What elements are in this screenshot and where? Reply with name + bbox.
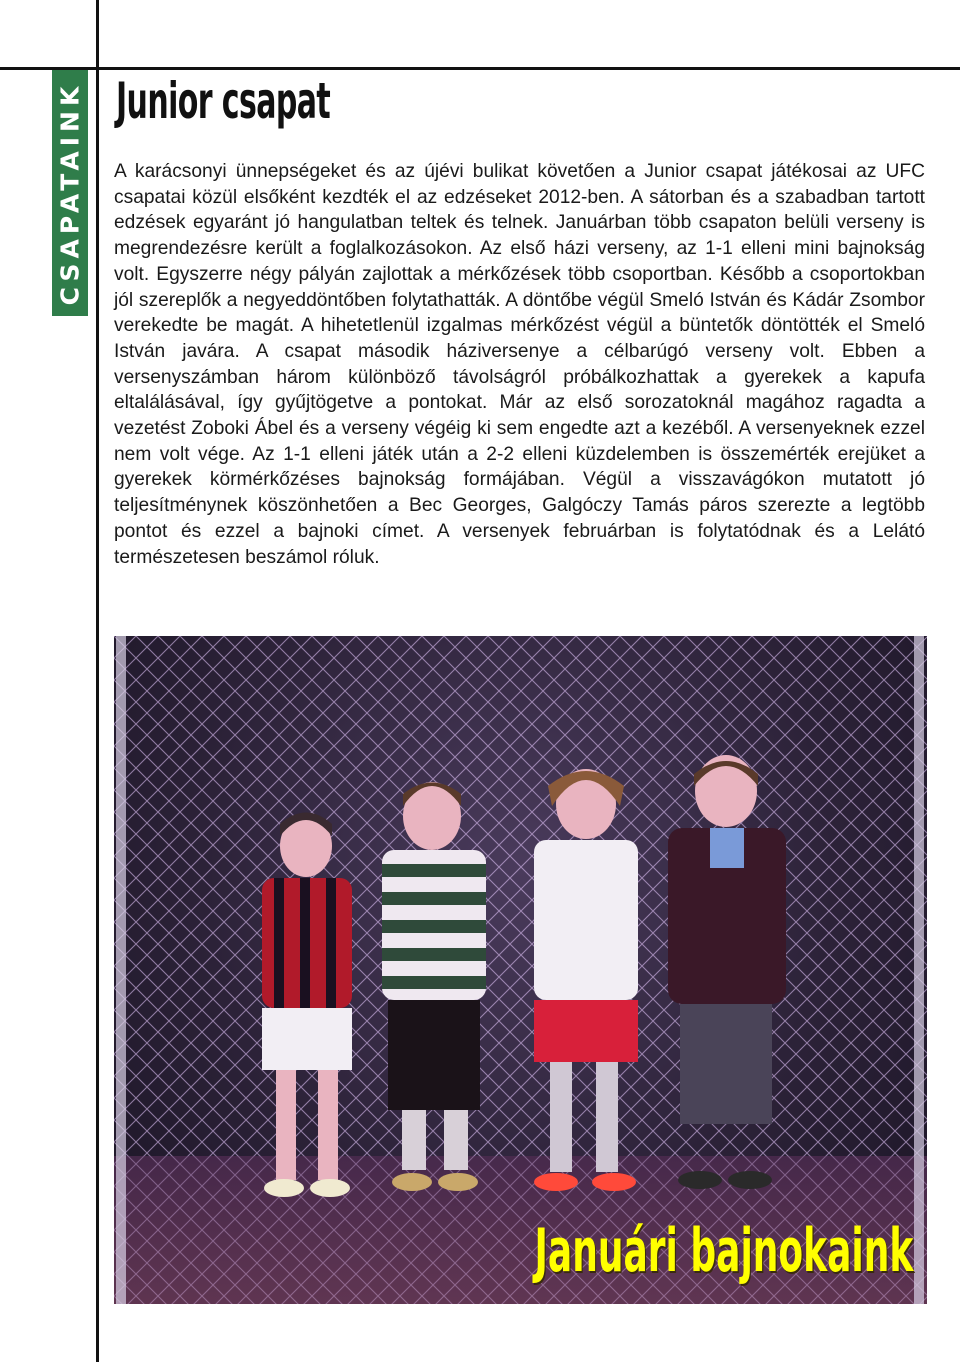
team-photo-illustration <box>114 636 927 1304</box>
article-title: Junior csapat <box>116 72 331 130</box>
team-photo <box>114 636 927 1304</box>
vertical-rule <box>96 0 99 1362</box>
horizontal-rule <box>0 67 960 70</box>
photo-caption: Januári bajnokaink <box>534 1216 913 1286</box>
article-body: A karácsonyi ünnepségeket és az újévi bulikat követően a Junior csapat játékosai az UFC csapatai közül elsőként kezdték el az edzéseket 2012-ben. A sátorban és a szabadban tartott edzések egyaránt jó hangulatban teltek és telnek. Januárban több csapaton belüli verseny is megrendezésre került a foglalkozásokon. Az első házi verseny, az 1-1 elleni mini bajnokság volt. Egyszerre négy pályán zajlottak a mérkőzések több csoportban. Később a csoportokban jól szereplők a negyeddöntőben folytathatták. A döntőbe végül Smeló István és Kádár Zsombor verekedte be magát. A hihetetlenül izgalmas mérkőzést végül a büntetők döntötték el Smeló István javára. A csapat második háziversenye a célbarúgó verseny volt. Ebben a versenyszámban három különböző távolságról próbálkozhattak a gyerekek a kapufa eltalálásával, így gyűjtögetve a pontokat. Már az első sorozatoknál magához ragadta a vezetést Zoboki Ábel és a verseny végéig ki sem engedte azt a kezéből. A versenyeknek ezzel nem volt vége. Az 1-1 elleni játék után a 2-2 elleni küzdelemben is összemérték erejüket a gyerekek körmérkőzéses bajnokság formájában. Végül a visszavágókon mutatott jó teljesítménynek köszönhetően a Bec Georges, Galgóczy Tamás páros szerezte a legtöbb pontot és ezzel a bajnoki címet. A versenyek februárban is folytatódnak és a Lelátó természetesen beszámol róluk. <box>114 161 925 568</box>
section-side-label: CSAPATAINK <box>55 81 85 305</box>
goal-post-right <box>914 636 924 1304</box>
section-side-tab <box>52 70 88 316</box>
goal-post-left <box>116 636 126 1304</box>
